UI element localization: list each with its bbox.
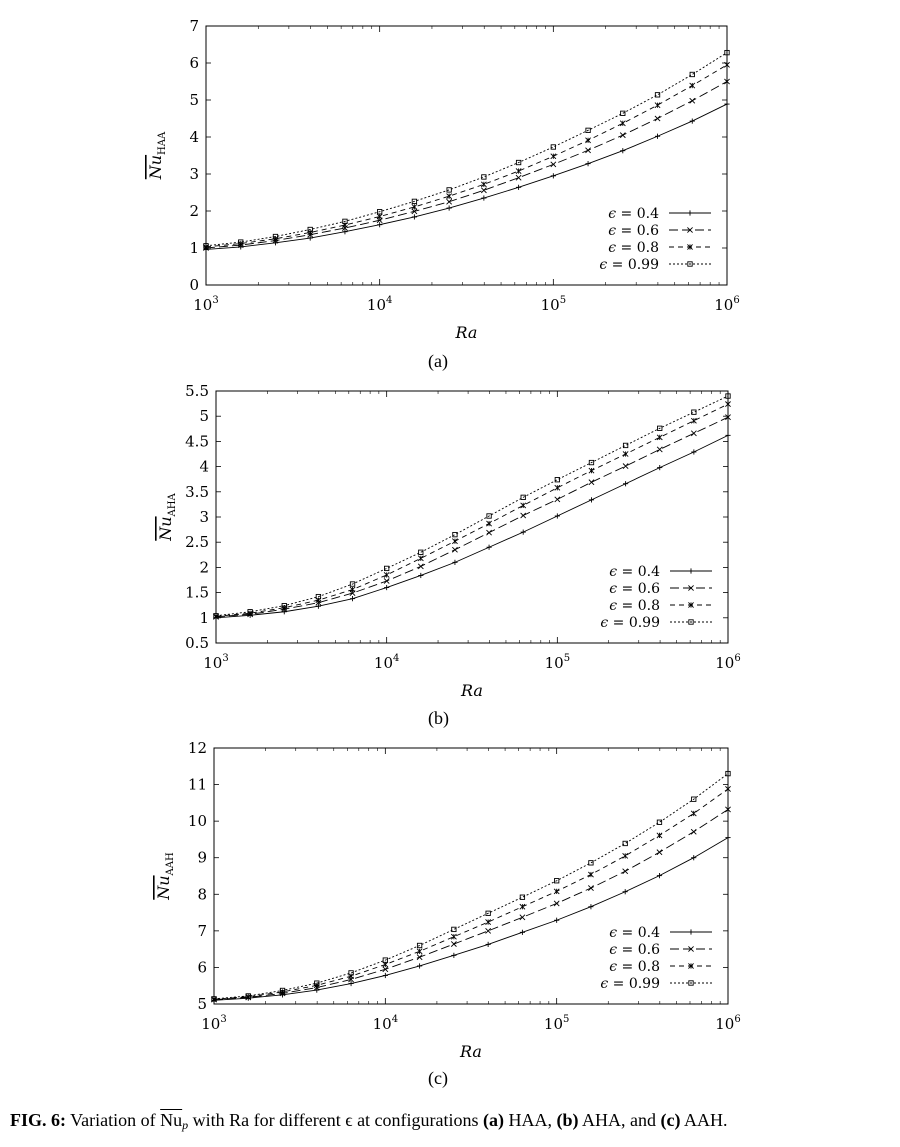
chart-a-xtick-label: $10^4$ [366, 295, 393, 314]
chart-b-legend-entry-3 [609, 598, 712, 614]
chart-c-ytick-label: 9 [197, 848, 207, 867]
chart-c-ytick-label: 7 [197, 921, 207, 940]
chart-b-ytick-label: 5.5 [185, 382, 209, 400]
chart-a-ytick-label: 5 [189, 91, 199, 109]
chart-a-ylabel: $Nu_{HAA}$ [146, 131, 168, 180]
chart-a-legend-entry-2 [608, 223, 711, 239]
chart-c-xtick-label: $10^5$ [543, 1014, 570, 1033]
chart-b-xlabel: Ra [461, 681, 483, 700]
chart-a-ytick-label: 3 [189, 165, 199, 183]
chart-c-legend-label: ϵ = 0.99 [600, 976, 660, 992]
caption-tag-c: (c) [660, 1110, 681, 1130]
chart-b-series-4-point-box [384, 566, 388, 570]
chart-a-ytick-label: 2 [189, 202, 199, 220]
subfigure-label-a: (a) [428, 351, 448, 371]
subfigure-label-b: (b) [428, 708, 449, 728]
chart-c-legend-label: ϵ = 0.6 [609, 942, 660, 958]
chart-c-ytick-label: 11 [187, 775, 207, 794]
chart-a-legend-entry-3 [608, 240, 711, 256]
chart-a-legend-entry-4 [599, 257, 711, 273]
chart-a-legend-label: ϵ = 0.8 [608, 240, 659, 256]
caption-text-2: with Ra for different ϵ at configurations [188, 1110, 484, 1130]
chart-b-series-4-point-box [453, 532, 457, 536]
caption-name-c: AAH. [680, 1110, 728, 1130]
chart-a-legend-label: ϵ = 0.99 [599, 257, 659, 273]
chart-c-legend-entry-2 [609, 942, 712, 958]
chart-a-ytick-label: 1 [189, 239, 199, 257]
chart-a-series-4-point-box [551, 145, 555, 149]
chart-b-xtick-label: $10^6$ [715, 653, 741, 672]
chart-a-xtick-label: $10^3$ [193, 295, 219, 314]
chart-a-series-4-point-box [690, 72, 694, 76]
caption-fig-label: FIG. 6: [10, 1110, 66, 1130]
chart-c-ytick-label: 10 [187, 812, 207, 831]
chart-b-ytick-label: 1 [199, 608, 209, 627]
chart-b-legend-label: ϵ = 0.8 [609, 598, 660, 614]
chart-b-ytick-label: 2 [199, 558, 209, 577]
chart-b-legend-entry-1 [609, 564, 712, 580]
chart-a-ytick-label: 6 [189, 54, 199, 72]
chart-a [146, 17, 740, 342]
chart-a-ytick-label: 0 [189, 276, 199, 294]
chart-b-series-4-point-box [623, 443, 627, 447]
chart-b-ytick-label: 2.5 [185, 533, 209, 552]
chart-b-legend-entry-2 [609, 581, 712, 597]
chart-b-series-4-point-box [555, 478, 559, 482]
chart-b-xtick-label: $10^3$ [203, 653, 229, 672]
chart-b-series-4-point-box [692, 410, 696, 414]
caption-tag-a: (a) [483, 1110, 505, 1130]
chart-b-ylabel: $Nu_{AHA}$ [156, 493, 178, 541]
chart-a-xlabel: Ra [455, 323, 478, 342]
caption-name-b: AHA, and [578, 1110, 661, 1130]
chart-b [156, 382, 741, 700]
chart-b-ytick-label: 4 [199, 457, 209, 476]
caption-nu-subscript: p [182, 1118, 189, 1132]
chart-c-ytick-label: 6 [197, 958, 207, 977]
chart-b-ytick-label: 3.5 [185, 482, 209, 501]
chart-c-xtick-label: $10^3$ [201, 1014, 227, 1033]
chart-c-legend-entry-1 [609, 925, 712, 941]
chart-c-ytick-label: 12 [187, 739, 207, 757]
chart-b-legend-label: ϵ = 0.6 [609, 581, 660, 597]
caption-tag-b: (b) [556, 1110, 579, 1130]
chart-c-legend-label: ϵ = 0.8 [609, 959, 660, 975]
chart-a-legend-entry-1 [608, 206, 711, 222]
chart-b-ytick-label: 4.5 [185, 432, 209, 451]
chart-a-ytick-label: 4 [189, 128, 199, 146]
subfigure-label-c: (c) [428, 1068, 448, 1088]
chart-b-ytick-label: 5 [199, 407, 209, 426]
chart-c-legend-entry-3 [609, 959, 712, 975]
chart-c-xlabel: Ra [460, 1042, 482, 1061]
chart-b-xtick-label: $10^5$ [544, 653, 571, 672]
chart-a-xtick-label: $10^6$ [714, 295, 740, 314]
chart-a-series-4-point-box [482, 175, 486, 179]
chart-b-legend-label: ϵ = 0.99 [600, 615, 660, 631]
chart-b-ytick-label: 0.5 [185, 634, 209, 652]
chart-c-series-4-point-box [623, 841, 627, 845]
chart-a-legend-label: ϵ = 0.6 [608, 223, 659, 239]
caption-nu-symbol: $\overline{Nu}$ [160, 1110, 183, 1130]
chart-b-legend-entry-4 [600, 615, 712, 631]
chart-c-series-4-point-box [520, 895, 524, 899]
chart-c-ytick-label: 5 [197, 995, 207, 1013]
chart-c-series-4-point-box [452, 927, 456, 931]
chart-a-legend-label: ϵ = 0.4 [608, 206, 659, 222]
caption-text-1: Variation of [66, 1110, 161, 1130]
chart-c [154, 739, 741, 1061]
chart-c-legend-label: ϵ = 0.4 [609, 925, 660, 941]
chart-c-ytick-label: 8 [197, 885, 207, 904]
chart-a-series-4-point-box [447, 188, 451, 192]
figure-caption [10, 1110, 890, 1133]
chart-c-legend-entry-4 [600, 976, 712, 992]
chart-b-ytick-label: 3 [199, 508, 209, 526]
chart-a-series-4-point-box [655, 93, 659, 97]
chart-b-ytick-label: 1.5 [185, 583, 209, 602]
chart-b-xtick-label: $10^4$ [373, 653, 400, 672]
chart-c-ylabel: $Nu_{AAH}$ [154, 852, 176, 900]
chart-c-xtick-label: $10^4$ [372, 1014, 399, 1033]
chart-c-xtick-label: $10^6$ [715, 1014, 741, 1033]
chart-a-ytick-label: 7 [189, 17, 199, 35]
chart-b-legend-label: ϵ = 0.4 [609, 564, 660, 580]
chart-c-series-4-point-box [589, 861, 593, 865]
chart-a-xtick-label: $10^5$ [540, 295, 567, 314]
caption-name-a: HAA, [504, 1110, 557, 1130]
